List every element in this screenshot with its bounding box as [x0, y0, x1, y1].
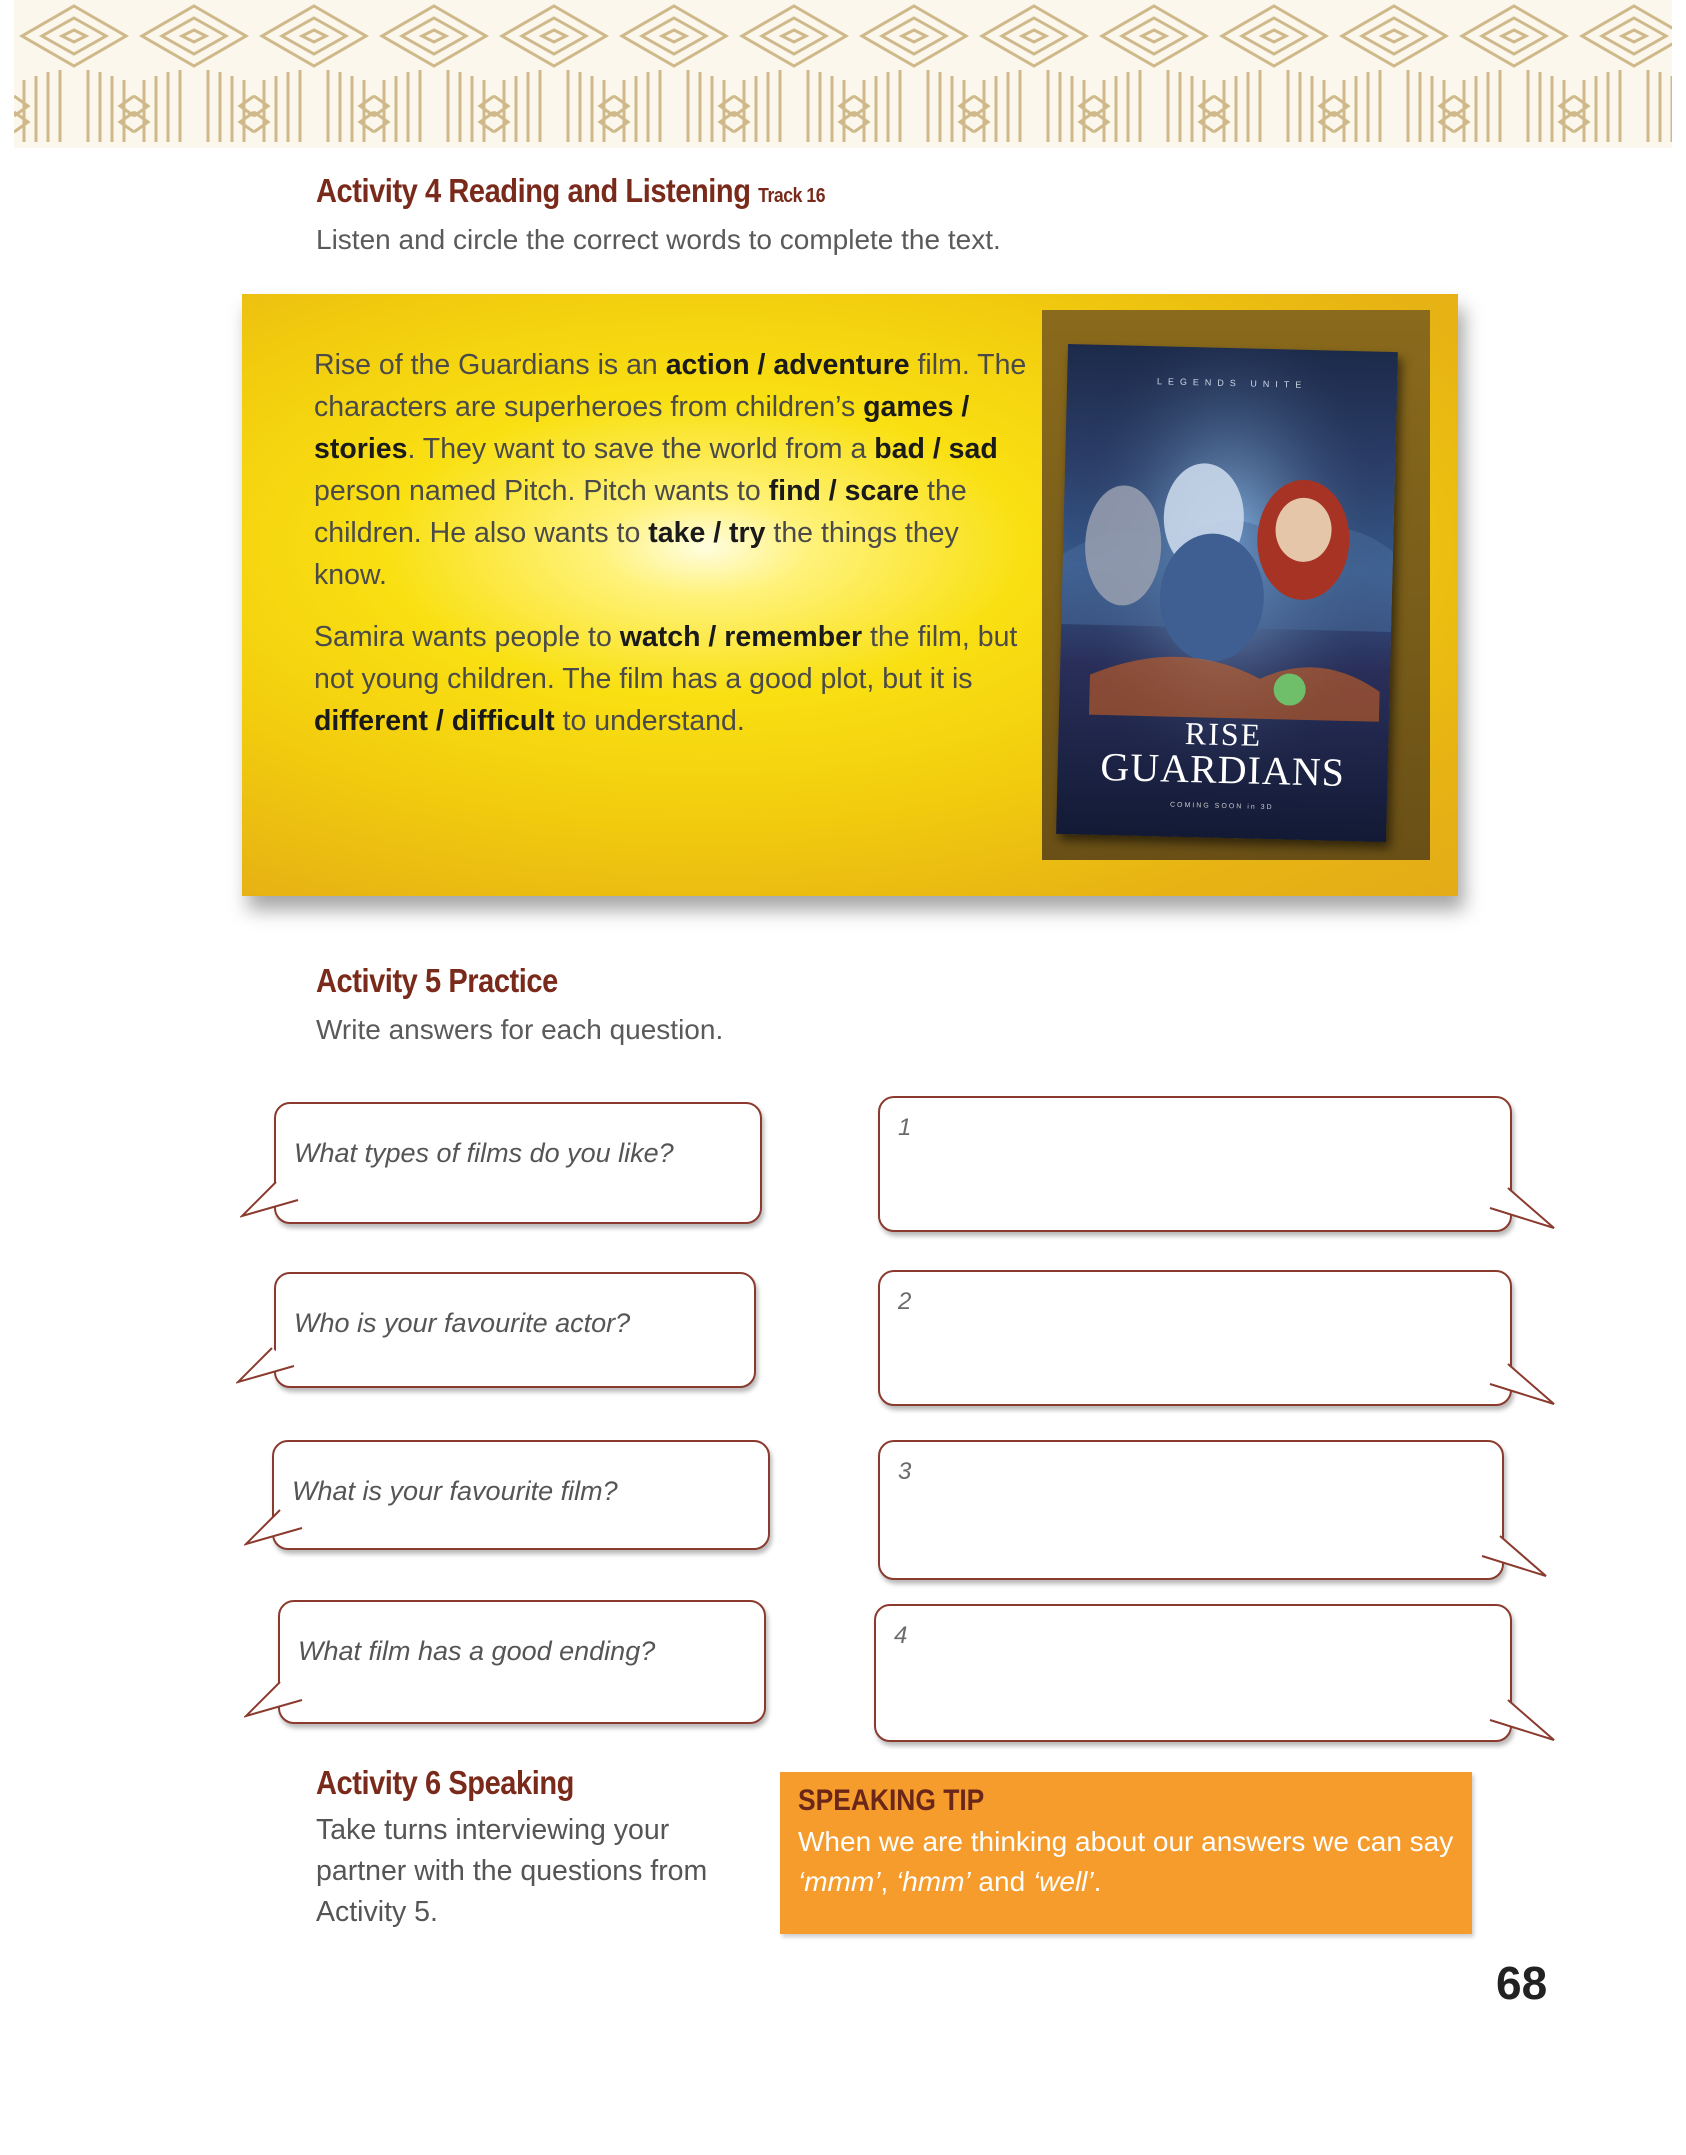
text-segment: and — [970, 1866, 1033, 1897]
activity5-instruction: Write answers for each question. — [316, 1014, 724, 1045]
answer-choice: ‘mmm’ — [798, 1866, 881, 1897]
activity5-heading: Activity 5 Practice — [316, 962, 558, 999]
poster-release: COMING SOON in 3D — [1169, 801, 1274, 812]
answer-number: 2 — [898, 1288, 912, 1315]
bubble-tail — [1488, 1698, 1558, 1748]
text-segment: film. The characters are superheroes from children’s — [314, 349, 1027, 423]
question-bubble-4 — [278, 1600, 766, 1724]
bubble-tail — [1488, 1186, 1558, 1236]
answer-bubble-4[interactable] — [874, 1604, 1512, 1742]
poster-title-line2: GUARDIANS — [1099, 743, 1346, 795]
text-segment: the film, but not young children. The film has a good plot, but it is — [314, 621, 1018, 695]
poster-title — [1057, 714, 1389, 794]
text-segment: Rise of the Guardians is an — [314, 349, 666, 381]
text-segment: to understand. — [554, 705, 745, 737]
activity4-title: Activity 4 Reading and Listening — [316, 172, 751, 209]
answer-choice[interactable]: action / adventure — [665, 349, 910, 381]
bubble-tail — [1488, 1362, 1558, 1412]
text-segment: the things they know. — [314, 517, 959, 591]
decorative-banner — [14, 0, 1672, 148]
question-text: What is your favourite film? — [292, 1476, 618, 1506]
text-segment: , — [880, 1866, 896, 1897]
answer-choice[interactable]: find / scare — [768, 475, 920, 507]
speaking-tip-title: SPEAKING TIP — [798, 1784, 985, 1817]
answer-choice[interactable]: games / stories — [314, 391, 970, 465]
bubble-tail — [244, 1680, 304, 1730]
question-bubble-3 — [272, 1440, 770, 1550]
text-segment: . — [1093, 1866, 1102, 1897]
answer-number: 1 — [898, 1114, 912, 1141]
activity4-instruction: Listen and circle the correct words to complete the text. — [316, 224, 1001, 255]
reading-paragraph-1 — [314, 344, 1034, 596]
bubble-tail — [236, 1346, 296, 1396]
question-text: What film has a good ending? — [298, 1636, 656, 1666]
bubble-tail — [244, 1508, 304, 1558]
answer-bubble-1[interactable] — [878, 1096, 1512, 1232]
track-label: Track 16 — [758, 185, 826, 207]
poster-title-line1: RISE — [1184, 715, 1263, 753]
answer-choice[interactable]: take / try — [648, 517, 766, 549]
answer-number: 4 — [894, 1622, 908, 1649]
page-number: 68 — [1496, 1957, 1548, 2009]
question-bubble-1 — [274, 1102, 762, 1224]
bubble-tail — [240, 1180, 300, 1230]
answer-number: 3 — [898, 1458, 912, 1485]
film-poster — [1056, 344, 1398, 842]
activity4-heading — [316, 172, 825, 210]
activity6-heading: Activity 6 Speaking — [316, 1764, 574, 1801]
text-segment: the children. He also wants to — [314, 475, 967, 549]
bubble-tail — [1480, 1534, 1550, 1584]
text-segment: When we are thinking about our answers we can say — [798, 1826, 1454, 1857]
text-segment: person named Pitch. Pitch wants to — [314, 475, 769, 507]
speaking-tip-text — [798, 1822, 1458, 1902]
answer-bubble-2[interactable] — [878, 1270, 1512, 1406]
poster-tagline: LEGENDS UNITE — [1156, 376, 1308, 390]
question-text: What types of films do you like? — [294, 1138, 674, 1168]
text-segment: Samira wants people to — [314, 621, 620, 653]
reading-text — [314, 344, 1034, 762]
answer-choice[interactable]: watch / remember — [619, 621, 863, 653]
answer-bubble-3[interactable] — [878, 1440, 1504, 1580]
speaking-tip-box — [780, 1772, 1472, 1934]
answer-choice: ‘well’ — [1032, 1866, 1094, 1897]
activity6-text: Take turns interviewing your partner with the questions from Activity 5. — [316, 1814, 708, 1928]
answer-choice: ‘hmm’ — [895, 1866, 971, 1897]
text-segment: . They want to save the world from a — [407, 433, 875, 465]
answer-choice[interactable]: bad / sad — [874, 433, 998, 465]
reading-paragraph-2 — [314, 616, 1034, 742]
question-bubble-2 — [274, 1272, 756, 1388]
question-text: Who is your favourite actor? — [294, 1308, 631, 1338]
answer-choice[interactable]: different / difficult — [314, 705, 555, 737]
